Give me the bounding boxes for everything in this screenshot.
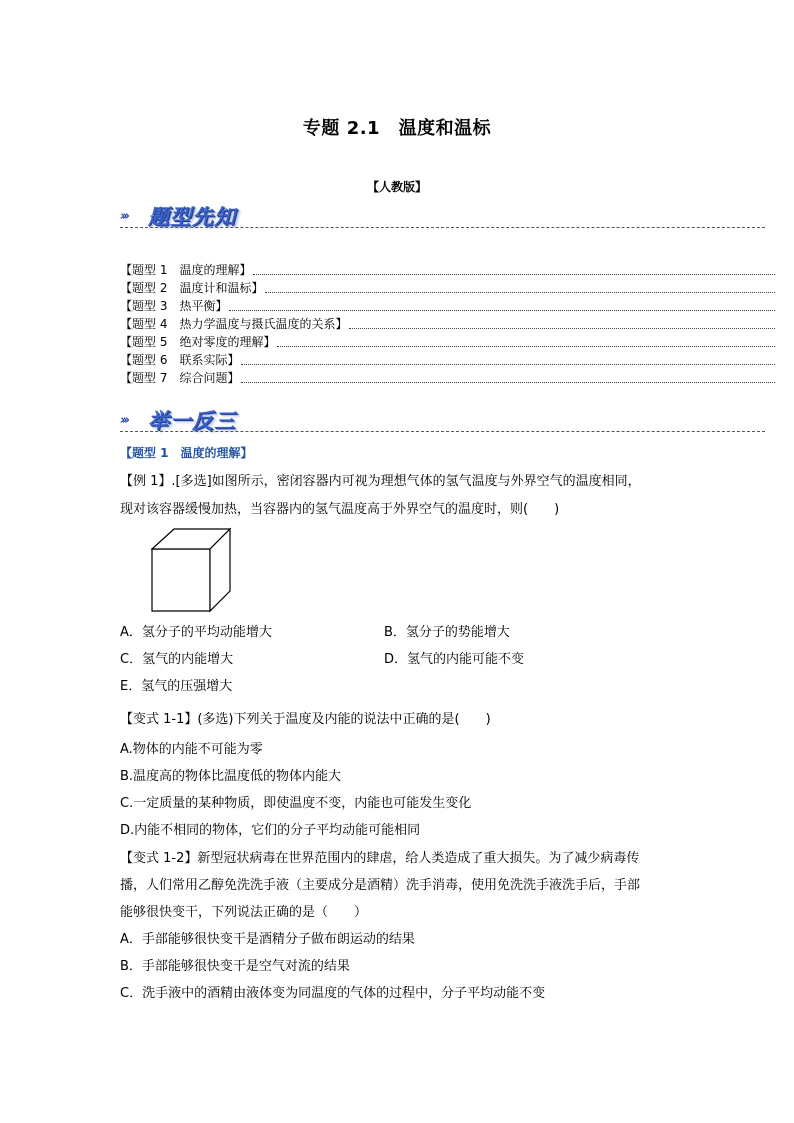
dashed-divider <box>120 227 765 228</box>
edition-label: 【人教版】 <box>366 180 427 194</box>
variant-stem-cont: 播，人们常用乙醇免洗洗手液（主要成分是酒精）洗手消毒，使用免洗洗手液洗手后，手部 <box>120 878 641 893</box>
question-type-heading: 【题型 1 温度的理解】 <box>120 446 253 460</box>
variant-option: D.内能不相同的物体，它们的分子平均动能可能相同 <box>120 823 421 838</box>
example-stem: 【例 1】.[多选]如图所示，密闭容器内可视为理想气体的氢气温度与外界空气的温度相同， <box>120 474 641 489</box>
option-e: E．氢气的压强增大 <box>120 679 233 694</box>
dashed-divider <box>120 431 765 432</box>
dot-leader <box>229 309 775 311</box>
toc-item[interactable]: 【题型 2 温度计和温标】 <box>120 279 775 297</box>
arrows-icon: ››› <box>120 413 128 428</box>
variant-option: A.物体的内能不可能为零 <box>120 742 263 757</box>
variant-stem: 【变式 1-1】(多选)下列关于温度及内能的说法中正确的是( ) <box>120 712 491 727</box>
option-b: B．氢分子的势能增大 <box>384 625 510 640</box>
arrows-icon: ››› <box>120 209 128 224</box>
toc-item[interactable]: 【题型 6 联系实际】 <box>120 351 775 369</box>
option-a: A．氢分子的平均动能增大 <box>120 625 272 640</box>
cube-container-figure <box>150 527 232 613</box>
section-banner-text: 题型先知 <box>148 205 236 229</box>
section-banner-text: 举一反三 <box>148 409 236 433</box>
toc-item[interactable]: 【题型 7 综合问题】 <box>120 369 775 387</box>
variant-option: B.温度高的物体比温度低的物体内能大 <box>120 769 342 784</box>
dot-leader <box>277 345 775 347</box>
variant-option: C.一定质量的某种物质，即使温度不变，内能也可能发生变化 <box>120 796 472 811</box>
toc-item[interactable]: 【题型 4 热力学温度与摄氏温度的关系】 <box>120 315 775 333</box>
toc-item[interactable]: 【题型 5 绝对零度的理解】 <box>120 333 775 351</box>
example-stem-cont: 现对该容器缓慢加热，当容器内的氢气温度高于外界空气的温度时，则( ) <box>120 502 560 517</box>
variant-option: B．手部能够很快变干是空气对流的结果 <box>120 959 350 974</box>
option-d: D．氢气的内能可能不变 <box>384 652 525 667</box>
section-banner-toc <box>120 201 765 231</box>
dot-leader <box>241 381 775 383</box>
option-c: C．氢气的内能增大 <box>120 652 234 667</box>
variant-option: A．手部能够很快变干是酒精分子做布朗运动的结果 <box>120 932 415 947</box>
dot-leader <box>241 363 775 365</box>
variant-stem: 【变式 1-2】新型冠状病毒在世界范围内的肆虐，给人类造成了重大损失。为了减少病毒传 <box>120 851 640 866</box>
page-title: 专题 2.1 温度和温标 <box>302 118 492 139</box>
dot-leader <box>253 273 775 275</box>
dot-leader <box>349 327 775 329</box>
toc-item[interactable]: 【题型 1 温度的理解】 <box>120 261 775 279</box>
table-of-contents <box>120 261 775 387</box>
dot-leader <box>265 291 775 293</box>
toc-item[interactable]: 【题型 3 热平衡】 <box>120 297 775 315</box>
variant-stem-cont: 能够很快变干，下列说法正确的是（ ） <box>120 905 368 920</box>
section-banner-practice <box>120 405 765 435</box>
variant-option: C．洗手液中的酒精由液体变为同温度的气体的过程中，分子平均动能不变 <box>120 986 546 1001</box>
